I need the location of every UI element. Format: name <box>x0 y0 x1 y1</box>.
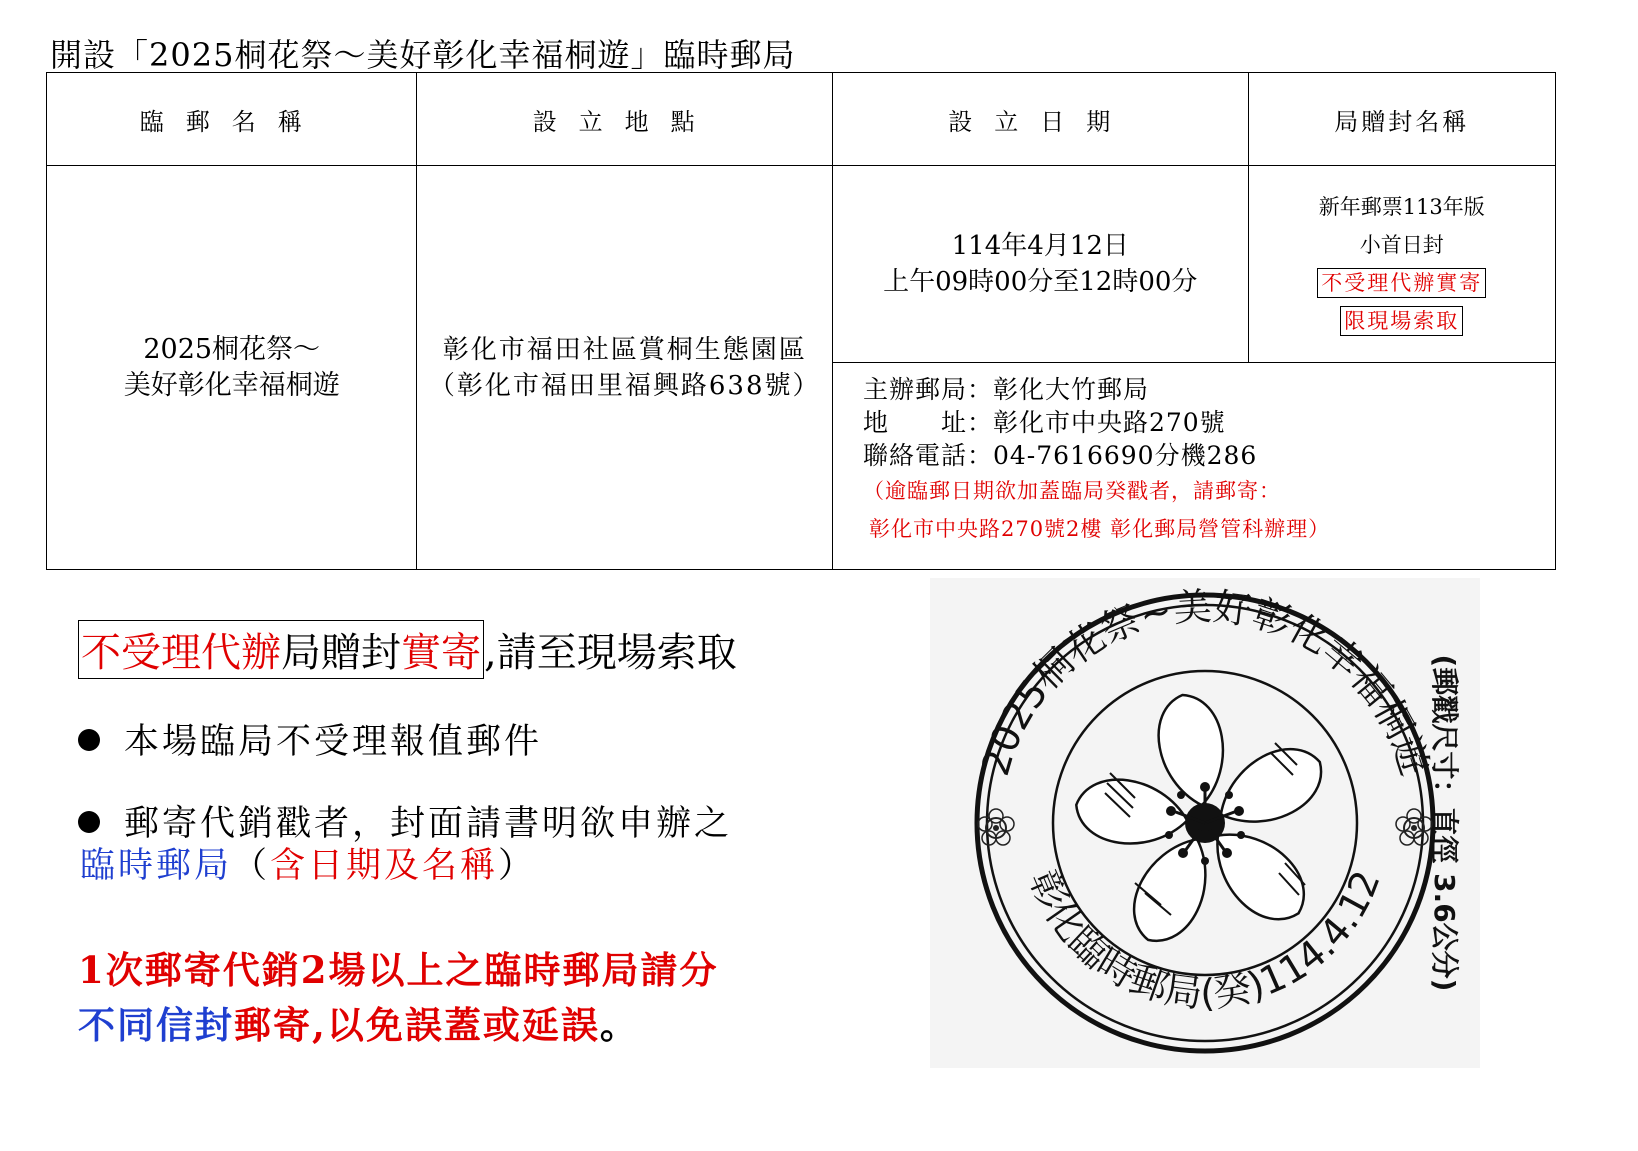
page-title: 開設「2025桐花祭～美好彰化幸福桐遊」臨時郵局 <box>50 36 796 74</box>
notice-red-1: 不受理代辦 <box>81 630 281 676</box>
contact-note-line1: （逾臨郵日期欲加蓋臨局癸戳者，請郵寄： <box>862 479 1281 503</box>
date-cell <box>832 166 1248 363</box>
contact-cell <box>832 363 1555 570</box>
post-office-info-table <box>46 72 1556 570</box>
location-line1: 彰化市福田社區賞桐生態園區 <box>442 334 807 365</box>
warning-red-text: 郵寄,以免誤蓋或延誤 <box>234 1003 600 1047</box>
temp-post-office-label: 臨時郵局 <box>80 846 233 886</box>
notice-box <box>78 620 484 679</box>
paren-open: （ <box>232 846 271 886</box>
bullet-dot-icon <box>78 811 100 833</box>
warning-end: 。 <box>599 1003 639 1047</box>
date-and-name-label: 含日期及名稱 <box>270 846 499 886</box>
envelope-line2: 小首日封 <box>1359 233 1444 257</box>
location-cell <box>417 166 833 570</box>
postmark-bottom-text: 彰化臨時郵局(癸)114.4.12 <box>1020 863 1389 1016</box>
postmark-svg <box>930 578 1480 1068</box>
warning-line-2 <box>78 995 639 1049</box>
small-flower-left-icon <box>978 809 1014 845</box>
postmark-stamp <box>930 578 1480 1068</box>
notice-tail: ,請至現場索取 <box>484 630 737 676</box>
envelope-cell <box>1248 166 1555 363</box>
contact-office: 主辦郵局：彰化大竹郵局 <box>862 375 1149 404</box>
bullet-item-2-continued <box>80 838 536 888</box>
bullet-text-2: 郵寄代銷戳者，封面請書明欲申辦之 <box>124 804 733 844</box>
bullet-item-1 <box>78 714 542 764</box>
office-name-cell <box>47 166 417 570</box>
paren-close: ） <box>498 846 537 886</box>
warning-blue-text: 不同信封 <box>78 1003 234 1047</box>
envelope-warning-onsite: 限現場索取 <box>1340 306 1463 336</box>
contact-address: 地 址：彰化市中央路270號 <box>862 408 1226 437</box>
contact-note-line2: 彰化市中央路270號2樓 彰化郵局營管科辦理） <box>868 517 1331 541</box>
office-name-line1: 2025桐花祭～ <box>143 333 321 365</box>
header-location: 設立地點 <box>417 73 833 166</box>
header-office-name: 臨郵名稱 <box>47 73 417 166</box>
location-line2: （彰化市福田里福興路638號） <box>428 370 821 401</box>
notice-black-1: 局贈封 <box>281 630 401 676</box>
small-flower-right-icon <box>1396 809 1432 845</box>
office-name-line2: 美好彰化幸福桐遊 <box>123 369 340 401</box>
notice-red-2: 實寄 <box>401 630 481 676</box>
postmark-size-note: (郵戳尺寸：直徑 3.6公分) <box>1428 654 1461 992</box>
onsite-notice <box>78 620 737 679</box>
bullet-text-1: 本場臨局不受理報值郵件 <box>124 722 543 762</box>
date-line1: 114年4月12日 <box>951 231 1129 261</box>
envelope-warning-no-mail: 不受理代辦實寄 <box>1317 268 1486 298</box>
bullet-dot-icon <box>78 729 100 751</box>
header-date: 設立日期 <box>832 73 1248 166</box>
postmark-top-text: 2025桐花祭~美好彰化幸福桐遊 <box>973 584 1438 781</box>
contact-phone: 聯絡電話：04-7616690分機286 <box>862 441 1258 470</box>
envelope-line1: 新年郵票113年版 <box>1318 195 1485 219</box>
header-envelope: 局贈封名稱 <box>1248 73 1555 166</box>
warning-line-1: 1次郵寄代銷2場以上之臨時郵局請分 <box>78 948 719 992</box>
tung-flower-icon <box>1072 690 1335 954</box>
date-line2: 上午09時00分至12時00分 <box>883 267 1198 297</box>
